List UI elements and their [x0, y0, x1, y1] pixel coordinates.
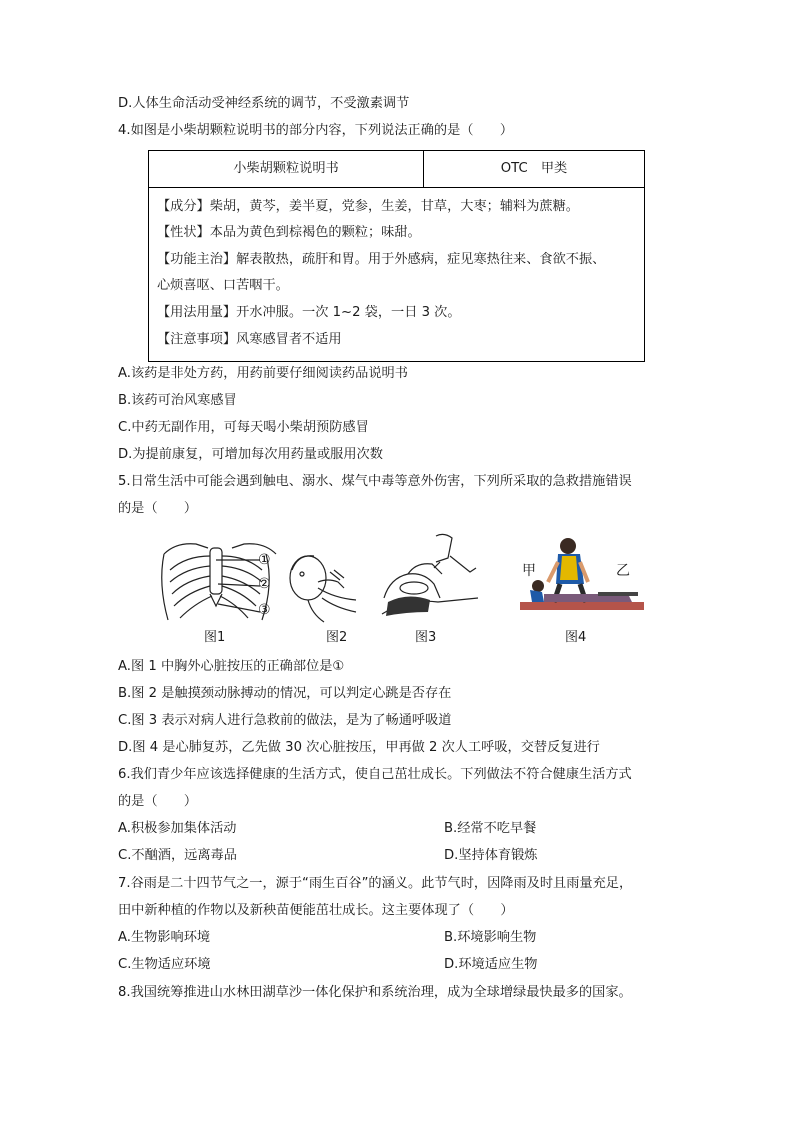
q5-stem-line2: 的是（ ）	[118, 501, 198, 516]
q6-stem-line1: 6.我们青少年应该选择健康的生活方式，使自己茁壮成长。下列做法不符合健康生活方式	[118, 767, 632, 782]
figure-3-caption: 图3	[415, 630, 437, 645]
q6-stem-line2: 的是（ ）	[118, 794, 198, 809]
otc-label: OTC 甲类	[500, 161, 568, 176]
table-row-precautions: 【注意事项】风寒感冒者不适用	[157, 332, 342, 347]
person-b-label: 乙	[616, 563, 630, 579]
q6-option-d: D.坚持体育锻炼	[444, 848, 538, 863]
first-aid-figures	[150, 528, 650, 648]
q4-option-a: A.该药是非处方药，用药前要仔细阅读药品说明书	[118, 366, 408, 381]
airway-opening-illustration	[378, 528, 482, 624]
q6-option-a: A.积极参加集体活动	[118, 821, 237, 836]
table-row-function-cont: 心烦喜呕、口苦咽干。	[157, 278, 289, 293]
person-a-label: 甲	[522, 563, 536, 579]
q5-option-a: A.图 1 中胸外心脏按压的正确部位是①	[118, 659, 345, 674]
q5-option-c: C.图 3 表示对病人进行急救前的做法，是为了畅通呼吸道	[118, 713, 452, 728]
q6-option-c: C.不酗酒，远离毒品	[118, 848, 237, 863]
table-row-ingredients: 【成分】柴胡，黄芩，姜半夏，党参，生姜，甘草，大枣；辅料为蔗糖。	[157, 199, 579, 214]
q5-stem-line1: 5.日常生活中可能会遇到触电、溺水、煤气中毒等意外伤害，下列所采取的急救措施错误	[118, 474, 632, 489]
table-row-function: 【功能主治】解表散热，疏肝和胃。用于外感病，症见寒热往来、食欲不振、	[157, 252, 606, 267]
q4-stem: 4.如图是小柴胡颗粒说明书的部分内容，下列说法正确的是（ ）	[118, 123, 514, 138]
marker-3: ③	[258, 602, 271, 618]
q4-option-d: D.为提前康复，可增加每次用药量或服用次数	[118, 447, 383, 462]
marker-2: ②	[258, 576, 271, 592]
medicine-instruction-table	[148, 150, 645, 362]
q5-option-d: D.图 4 是心肺复苏，乙先做 30 次心脏按压，甲再做 2 次人工呼吸，交替反复进行	[118, 740, 600, 755]
table-title: 小柴胡颗粒说明书	[149, 151, 424, 187]
q4-option-c: C.中药无副作用，可每天喝小柴胡预防感冒	[118, 420, 369, 435]
q7-option-d: D.环境适应生物	[444, 957, 538, 972]
carotid-pulse-illustration	[278, 542, 360, 624]
q7-stem-line2: 田中新种植的作物以及新秧苗便能茁壮成长。这主要体现了（ ）	[118, 903, 514, 918]
table-row-appearance: 【性状】本品为黄色到棕褐色的颗粒；味甜。	[157, 225, 421, 240]
figure-1-caption: 图1	[204, 630, 226, 645]
table-header	[149, 151, 644, 188]
q4-option-b: B.该药可治风寒感冒	[118, 393, 237, 408]
marker-1: ①	[258, 552, 271, 568]
q3-option-d: D.人体生命活动受神经系统的调节，不受激素调节	[118, 96, 410, 111]
figure-4-caption: 图4	[565, 630, 587, 645]
q7-option-b: B.环境影响生物	[444, 930, 537, 945]
q6-option-b: B.经常不吃早餐	[444, 821, 537, 836]
q8-stem: 8.我国统筹推进山水林田湖草沙一体化保护和系统治理，成为全球增绿最快最多的国家。	[118, 985, 632, 1000]
q7-stem-line1: 7.谷雨是二十四节气之一，源于“雨生百谷”的涵义。此节气时，因降雨及时且雨量充足，	[118, 876, 633, 891]
q7-option-a: A.生物影响环境	[118, 930, 211, 945]
table-row-dosage: 【用法用量】开水冲服。一次 1~2 袋，一日 3 次。	[157, 305, 461, 320]
q5-option-b: B.图 2 是触摸颈动脉搏动的情况，可以判定心跳是否存在	[118, 686, 452, 701]
figure-2-caption: 图2	[326, 630, 348, 645]
q7-option-c: C.生物适应环境	[118, 957, 211, 972]
